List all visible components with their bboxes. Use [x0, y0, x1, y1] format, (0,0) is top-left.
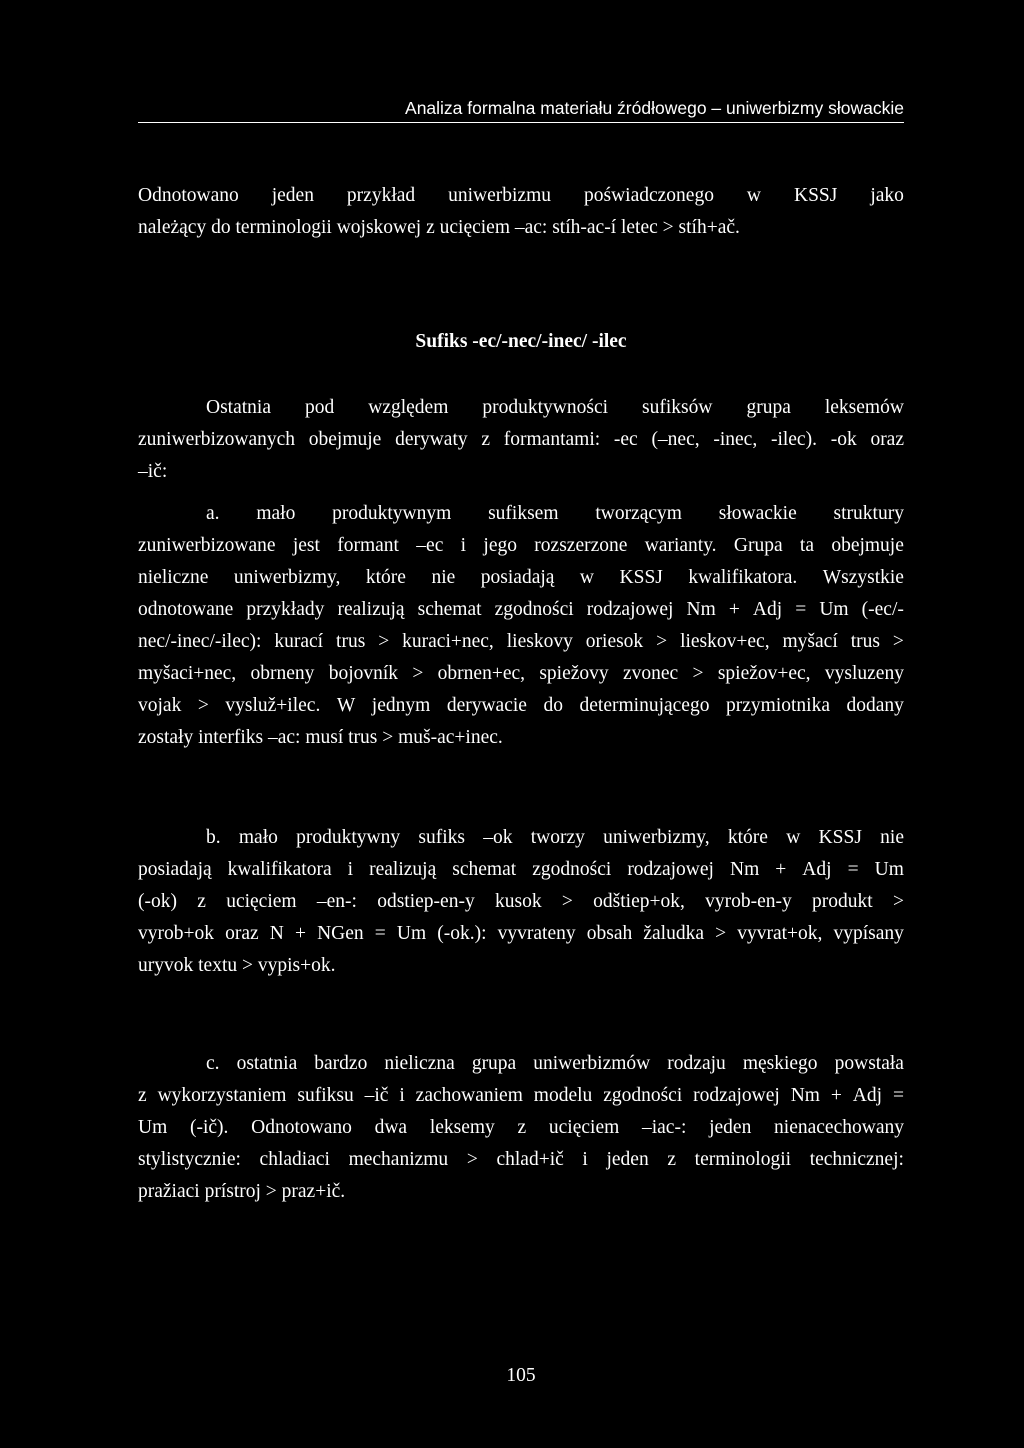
word: technicznej: — [809, 1149, 904, 1170]
word: ucięciem — [226, 891, 297, 912]
word: > — [466, 1149, 478, 1170]
word: derywacie — [446, 695, 527, 716]
word: Wszystkie — [822, 567, 904, 588]
item-a-line — [138, 562, 904, 594]
word: produktywny — [296, 827, 401, 848]
word: Adj — [852, 1085, 883, 1106]
word: > — [893, 891, 904, 912]
word: chlad+ič — [496, 1149, 564, 1170]
word: > — [656, 631, 668, 652]
word: vysluzeny — [824, 663, 904, 684]
word: KSSJ — [619, 567, 663, 588]
word: wykorzystaniem — [157, 1085, 287, 1106]
word: (-ok.): — [437, 923, 487, 944]
word: > — [715, 923, 727, 944]
word: ostatnia — [236, 1053, 298, 1074]
word: Nm — [686, 599, 716, 620]
word: zgodności — [532, 859, 612, 880]
word: bojovník — [328, 663, 399, 684]
word: (-ec/- — [861, 599, 904, 620]
word: -ec — [613, 429, 638, 450]
word: grupa — [471, 1053, 517, 1074]
word: Um — [819, 599, 849, 620]
word: z — [667, 1149, 677, 1170]
word: oraz — [225, 923, 259, 944]
word: tworzącym — [595, 503, 682, 524]
word: jeden — [709, 1117, 752, 1138]
word: sufiksem — [488, 503, 559, 524]
item-b-line — [138, 886, 904, 918]
item-a-line: zostały interfiks –ac: musí trus > muš-ac+inec. — [138, 727, 503, 748]
word: produktywności — [482, 397, 609, 418]
word: –ec — [416, 535, 444, 556]
word: kurací — [274, 631, 324, 652]
word: sufiksów — [642, 397, 713, 418]
word: dwa — [374, 1117, 408, 1138]
item-a-line — [138, 690, 904, 722]
word: derywaty — [395, 429, 468, 450]
word: sufiksu — [297, 1085, 354, 1106]
word: powstała — [834, 1053, 904, 1074]
word: formantami: — [503, 429, 601, 450]
word: zgodności — [494, 599, 574, 620]
word: Ostatnia — [206, 397, 271, 418]
item-a-line — [138, 530, 904, 562]
word: produkt — [812, 891, 873, 912]
word: zvonec — [622, 663, 679, 684]
word: nec/-inec/-ilec): — [138, 631, 262, 652]
word: = — [795, 599, 807, 620]
word: i — [347, 859, 354, 880]
word: pod — [304, 397, 335, 418]
word: + — [728, 599, 740, 620]
word: poświadczonego — [583, 185, 714, 206]
word: spiežovy — [539, 663, 609, 684]
word: KSSJ — [818, 827, 862, 848]
word: vyrob-en-y — [705, 891, 792, 912]
word: jednym — [371, 695, 431, 716]
word: nieliczna — [384, 1053, 455, 1074]
word: struktury — [833, 503, 904, 524]
word: schemat — [417, 599, 482, 620]
word: mało — [238, 827, 278, 848]
word: rodzajowej — [586, 599, 674, 620]
word: sufiks — [418, 827, 465, 848]
item-b-line — [138, 918, 904, 950]
word: ta — [799, 535, 814, 556]
word: –ok — [483, 827, 513, 848]
word: słowackie — [718, 503, 797, 524]
word: -ilec). — [770, 429, 817, 450]
word: rodzaju — [667, 1053, 726, 1074]
word: jest — [292, 535, 320, 556]
item-b — [138, 822, 904, 982]
word: (-ič). — [189, 1117, 229, 1138]
word: ucięciem — [548, 1117, 620, 1138]
word: Odnotowano — [138, 185, 239, 206]
word: > — [197, 695, 209, 716]
word: stylistycznie: — [138, 1149, 241, 1170]
word: obejmuje — [308, 429, 382, 450]
word: z — [197, 891, 206, 912]
page-number: 105 — [506, 1365, 536, 1386]
word: nieliczne — [138, 567, 209, 588]
word: uniwerbizmy, — [603, 827, 710, 848]
word: a. — [206, 503, 220, 524]
intro-paragraph — [138, 180, 904, 244]
main-paragraph — [138, 392, 904, 488]
word: + — [775, 859, 787, 880]
word: dodany — [846, 695, 904, 716]
word: leksemów — [824, 397, 904, 418]
word: Um — [396, 923, 427, 944]
word: lieskovy — [506, 631, 573, 652]
word: nie — [880, 827, 904, 848]
word: odnotowane — [138, 599, 234, 620]
word: względem — [368, 397, 449, 418]
word: produktywnym — [332, 503, 452, 524]
word: i — [582, 1149, 588, 1170]
word: realizują — [369, 859, 437, 880]
word: lieskov+ec, — [680, 631, 770, 652]
word: myšaci+nec, — [138, 663, 237, 684]
word: zachowaniem — [415, 1085, 523, 1106]
word: Grupa — [733, 535, 783, 556]
item-b-line — [138, 854, 904, 886]
word: + — [294, 923, 306, 944]
item-c-line — [138, 1144, 904, 1176]
word: realizują — [337, 599, 405, 620]
word: N — [269, 923, 284, 944]
word: Um — [874, 859, 904, 880]
word: z — [517, 1117, 527, 1138]
word: oraz — [870, 429, 904, 450]
word: –ič — [364, 1085, 389, 1106]
word: = — [892, 1085, 904, 1106]
word: schemat — [452, 859, 517, 880]
word: jako — [870, 185, 904, 206]
word: kusok — [494, 891, 542, 912]
word: obrnen+ec, — [437, 663, 526, 684]
header-rule — [138, 122, 904, 123]
word: w — [786, 827, 801, 848]
word: Adj — [752, 599, 783, 620]
word: kuraci+nec, — [402, 631, 494, 652]
word: + — [830, 1085, 842, 1106]
word: uniwerbizmu — [448, 185, 552, 206]
main-line-1 — [138, 392, 904, 424]
word: z — [138, 1085, 147, 1106]
word: przykład — [346, 185, 416, 206]
main-line-3: –ič: — [138, 461, 168, 482]
word: = — [847, 859, 859, 880]
word: i — [460, 535, 467, 556]
word: jeden — [606, 1149, 649, 1170]
word: w — [746, 185, 762, 206]
section-heading: Sufiks -ec/-nec/-inec/ -ilec — [415, 331, 627, 352]
word: jego — [483, 535, 517, 556]
word: odstiep-en-y — [377, 891, 475, 912]
word: mechanizmu — [348, 1149, 449, 1170]
word: rodzajowej — [627, 859, 714, 880]
item-a-line — [138, 658, 904, 690]
word: žaludka — [643, 923, 704, 944]
word: przykłady — [246, 599, 325, 620]
word: obejmuje — [831, 535, 904, 556]
word: > — [692, 663, 704, 684]
word: spiežov+ec, — [717, 663, 811, 684]
word: trus — [336, 631, 366, 652]
word: obrneny — [250, 663, 315, 684]
word: vojak — [138, 695, 182, 716]
word: posiadają — [480, 567, 555, 588]
word: rozszerzone — [534, 535, 628, 556]
word: Um — [138, 1117, 168, 1138]
word: b. — [206, 827, 221, 848]
word: vypísany — [833, 923, 904, 944]
word: uniwerbizmów — [533, 1053, 651, 1074]
word: z — [481, 429, 491, 450]
item-a-line — [138, 594, 904, 626]
word: i — [399, 1085, 405, 1106]
item-a — [138, 498, 904, 754]
word: męskiego — [742, 1053, 818, 1074]
running-header: Analiza formalna materiału źródłowego – uniwerbizmy słowackie — [405, 98, 904, 118]
word: tworzy — [530, 827, 585, 848]
word: grupa — [746, 397, 791, 418]
word: Adj — [802, 859, 832, 880]
word: mało — [256, 503, 296, 524]
word: obsah — [586, 923, 633, 944]
word: –iac-: — [641, 1117, 687, 1138]
word: posiadają — [138, 859, 212, 880]
item-b-line: uryvok textu > vypis+ok. — [138, 955, 336, 976]
word: > — [892, 631, 904, 652]
word: Nm — [790, 1085, 820, 1106]
word: Nm — [729, 859, 760, 880]
item-c — [138, 1048, 904, 1208]
word: które — [365, 567, 406, 588]
word: bardzo — [314, 1053, 368, 1074]
word: zgodności — [603, 1085, 683, 1106]
word: terminologii — [694, 1149, 792, 1170]
word: jeden — [271, 185, 314, 206]
word: kwalifikatora. — [688, 567, 798, 588]
word: odštiep+ok, — [593, 891, 685, 912]
item-b-line — [138, 822, 904, 854]
item-a-line — [138, 626, 904, 658]
word: formant — [337, 535, 399, 556]
word: W — [336, 695, 356, 716]
word: myšací — [782, 631, 838, 652]
word: –en-: — [316, 891, 357, 912]
intro-line-1 — [138, 180, 904, 212]
word: -ok — [830, 429, 857, 450]
word: NGen — [317, 923, 364, 944]
word: nienacechowany — [774, 1117, 904, 1138]
word: kwalifikatora — [227, 859, 332, 880]
word: = — [374, 923, 386, 944]
intro-line-2: należący do terminologii wojskowej z ucięciem –ac: stíh-ac-í letec > stíh+ač. — [138, 217, 740, 238]
word: modelu — [533, 1085, 593, 1106]
word: vyvrat+ok, — [737, 923, 823, 944]
word: do — [543, 695, 563, 716]
word: -inec, — [713, 429, 758, 450]
word: Odnotowano — [251, 1117, 352, 1138]
word: trus — [850, 631, 880, 652]
word: w — [579, 567, 595, 588]
word: KSSJ — [793, 185, 838, 206]
item-c-line — [138, 1112, 904, 1144]
item-a-line — [138, 498, 904, 530]
word: rodzajowej — [693, 1085, 780, 1106]
word: > — [561, 891, 573, 912]
word: zuniwerbizowanych — [138, 429, 296, 450]
word: (-ok) — [138, 891, 177, 912]
item-c-line — [138, 1048, 904, 1080]
item-c-line — [138, 1080, 904, 1112]
main-line-2 — [138, 424, 904, 456]
word: przymiotnika — [726, 695, 830, 716]
word: oriesok — [585, 631, 644, 652]
word: leksemy — [429, 1117, 495, 1138]
word: warianty. — [644, 535, 717, 556]
word: nie — [431, 567, 456, 588]
word: które — [727, 827, 768, 848]
word: chladiaci — [259, 1149, 330, 1170]
word: > — [412, 663, 424, 684]
word: vyvrateny — [497, 923, 576, 944]
item-c-line: pražiaci prístroj > praz+ič. — [138, 1181, 346, 1202]
word: uniwerbizmy, — [233, 567, 341, 588]
word: vyrob+ok — [138, 923, 214, 944]
word: determinującego — [579, 695, 710, 716]
word: (–nec, — [651, 429, 700, 450]
word: c. — [206, 1053, 220, 1074]
word: vysluž+ilec. — [225, 695, 321, 716]
word: zuniwerbizowane — [138, 535, 276, 556]
word: > — [378, 631, 390, 652]
